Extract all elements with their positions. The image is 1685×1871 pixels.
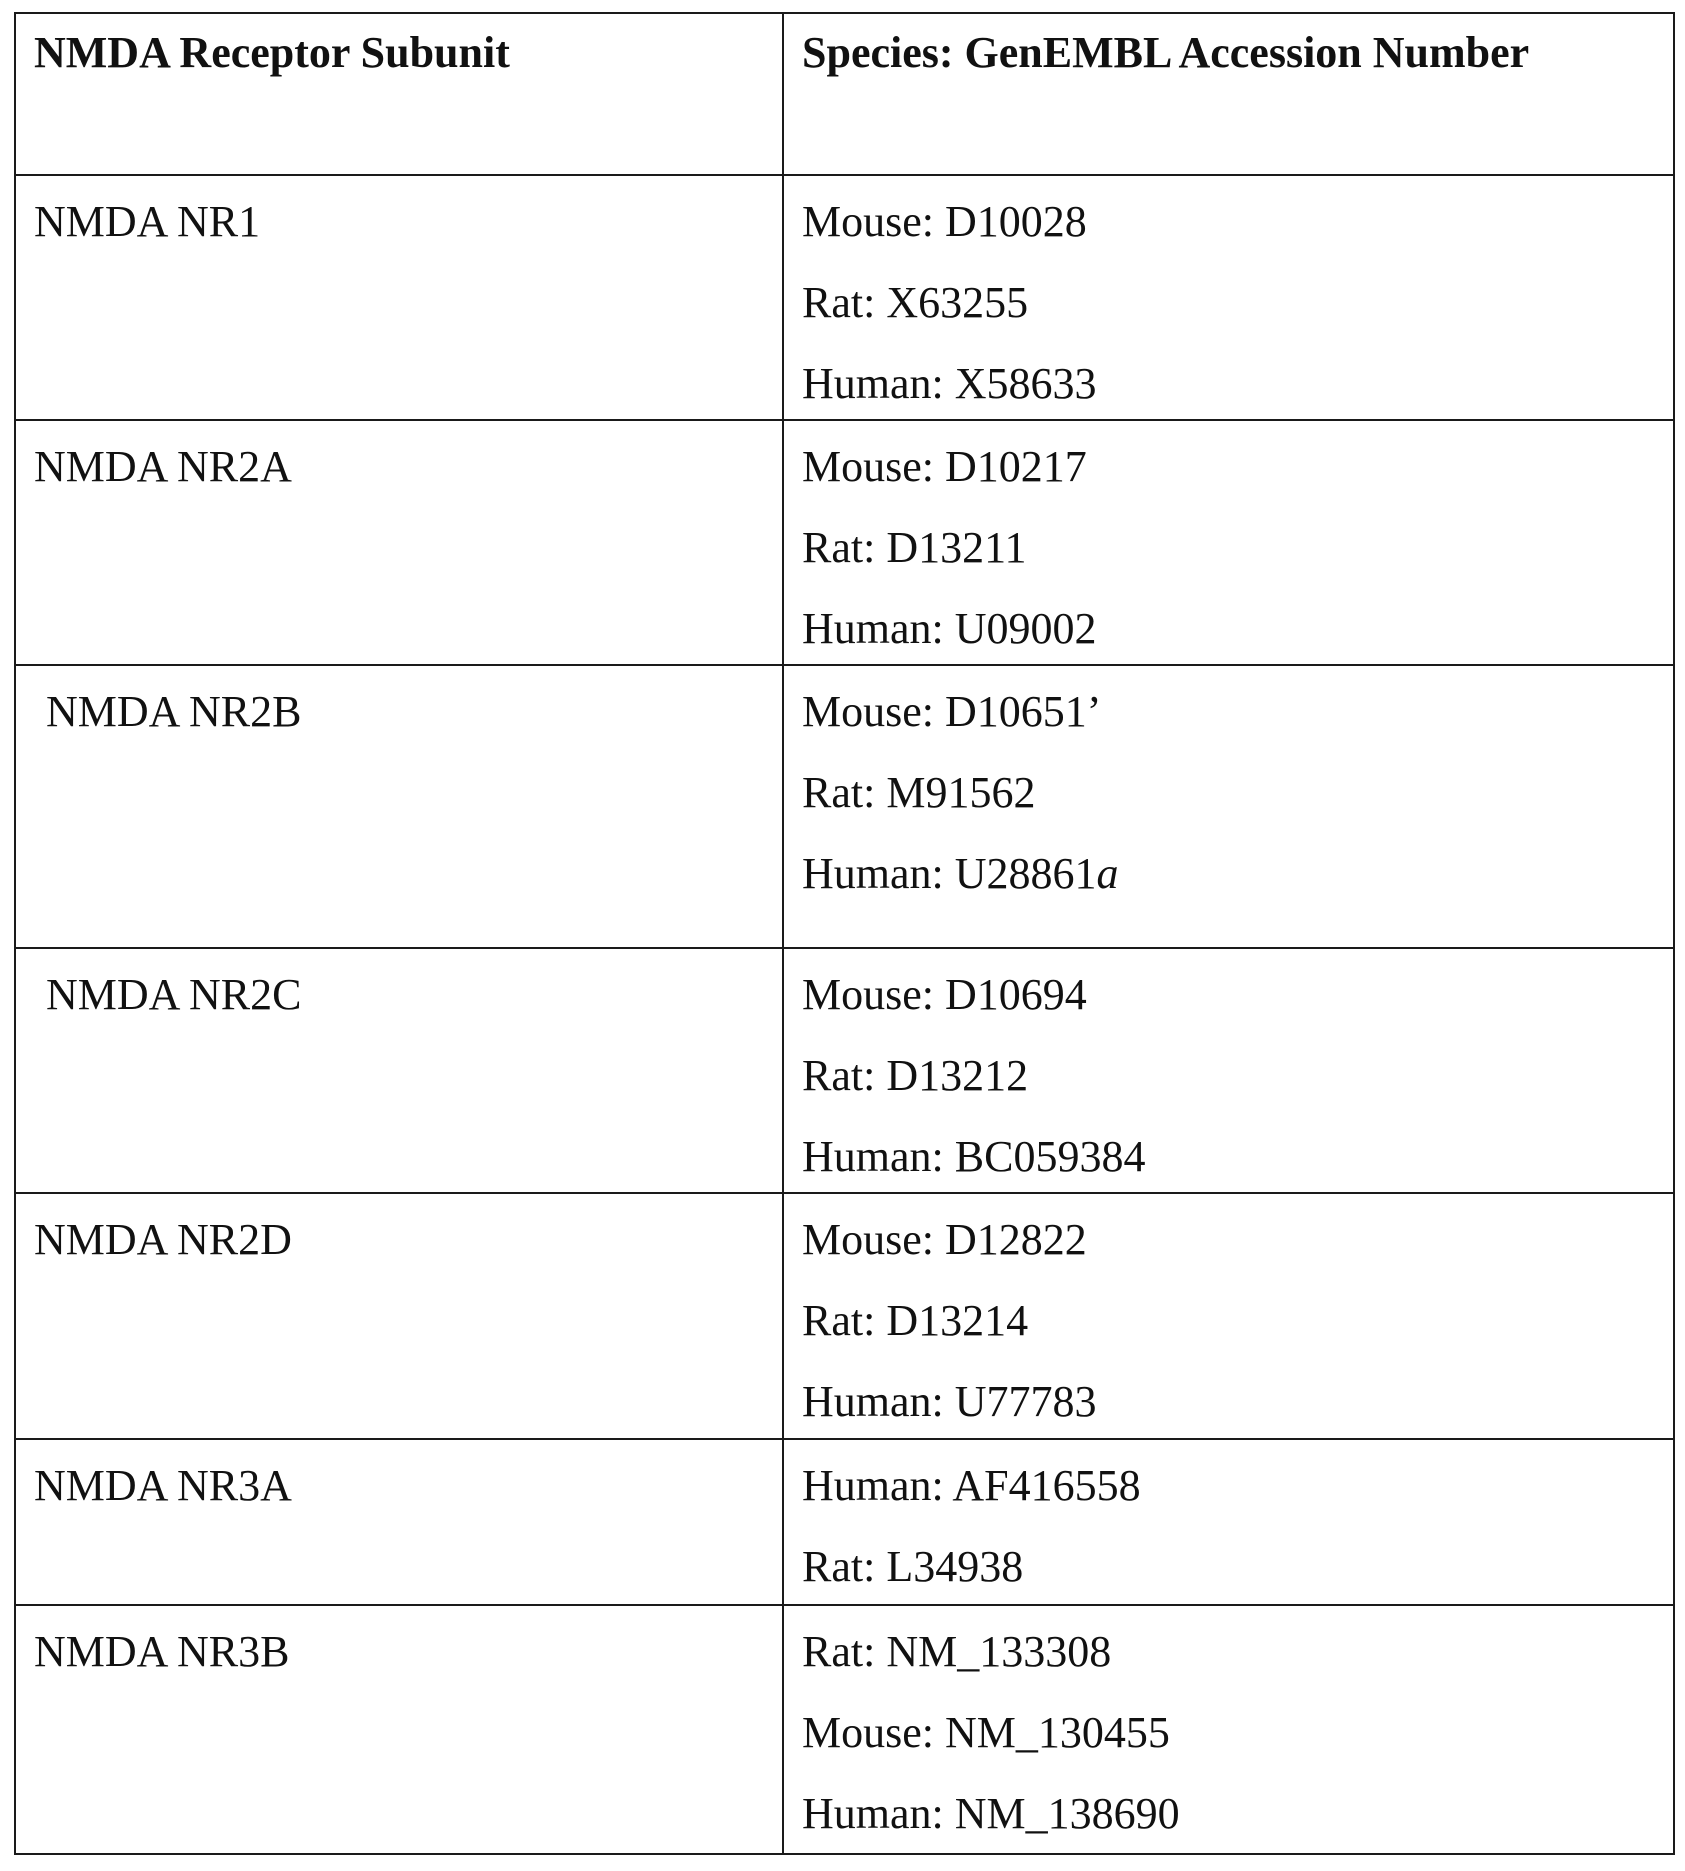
accession-entry: Mouse: NM_130455	[802, 1708, 1170, 1757]
header-accession: Species: GenEMBL Accession Number	[783, 13, 1674, 175]
accession-cell	[783, 175, 1674, 420]
accession-entry: Mouse: D10651’	[802, 687, 1102, 736]
subunit-cell: NMDA NR2B	[15, 665, 783, 948]
accession-suffix: a	[1096, 849, 1119, 898]
accession-entry: Human: U28861	[802, 849, 1097, 898]
table-row	[15, 1605, 1674, 1854]
subunit-cell: NMDA NR2D	[15, 1193, 783, 1439]
accession-entry: Rat: D13214	[802, 1296, 1029, 1345]
accession-entry: Human: U77783	[802, 1377, 1097, 1426]
table-row	[15, 175, 1674, 420]
table-row	[15, 1193, 1674, 1439]
accession-entry: Rat: L34938	[802, 1542, 1024, 1591]
accession-entry: Mouse: D10028	[802, 197, 1087, 246]
accession-cell	[783, 948, 1674, 1193]
table-row	[15, 665, 1674, 948]
accession-cell	[783, 1193, 1674, 1439]
accession-entry: Human: X58633	[802, 359, 1097, 408]
table-row	[15, 420, 1674, 665]
accession-entry: Human: AF416558	[802, 1461, 1141, 1510]
accession-entry: Mouse: D12822	[802, 1215, 1087, 1264]
accession-cell	[783, 420, 1674, 665]
subunit-cell: NMDA NR2C	[15, 948, 783, 1193]
accession-entry: Human: U09002	[802, 604, 1097, 653]
accession-cell	[783, 1439, 1674, 1605]
accession-entry: Mouse: D10694	[802, 970, 1087, 1019]
accession-entry: Mouse: D10217	[802, 442, 1087, 491]
subunit-cell: NMDA NR2A	[15, 420, 783, 665]
accession-entry: Human: BC059384	[802, 1132, 1146, 1181]
accession-cell	[783, 665, 1674, 948]
header-row	[15, 13, 1674, 175]
subunit-cell: NMDA NR3B	[15, 1605, 783, 1854]
accession-entry-with-suffix	[802, 848, 1657, 900]
header-subunit: NMDA Receptor Subunit	[15, 13, 783, 175]
table-row	[15, 948, 1674, 1193]
accession-table	[14, 12, 1675, 1855]
subunit-cell: NMDA NR1	[15, 175, 783, 420]
accession-entry: Rat: M91562	[802, 768, 1036, 817]
table-row	[15, 1439, 1674, 1605]
accession-entry: Rat: NM_133308	[802, 1627, 1112, 1676]
accession-entry: Human: NM_138690	[802, 1789, 1180, 1838]
accession-cell	[783, 1605, 1674, 1854]
accession-entry: Rat: X63255	[802, 278, 1029, 327]
subunit-cell: NMDA NR3A	[15, 1439, 783, 1605]
accession-entry: Rat: D13211	[802, 523, 1027, 572]
accession-entry: Rat: D13212	[802, 1051, 1029, 1100]
